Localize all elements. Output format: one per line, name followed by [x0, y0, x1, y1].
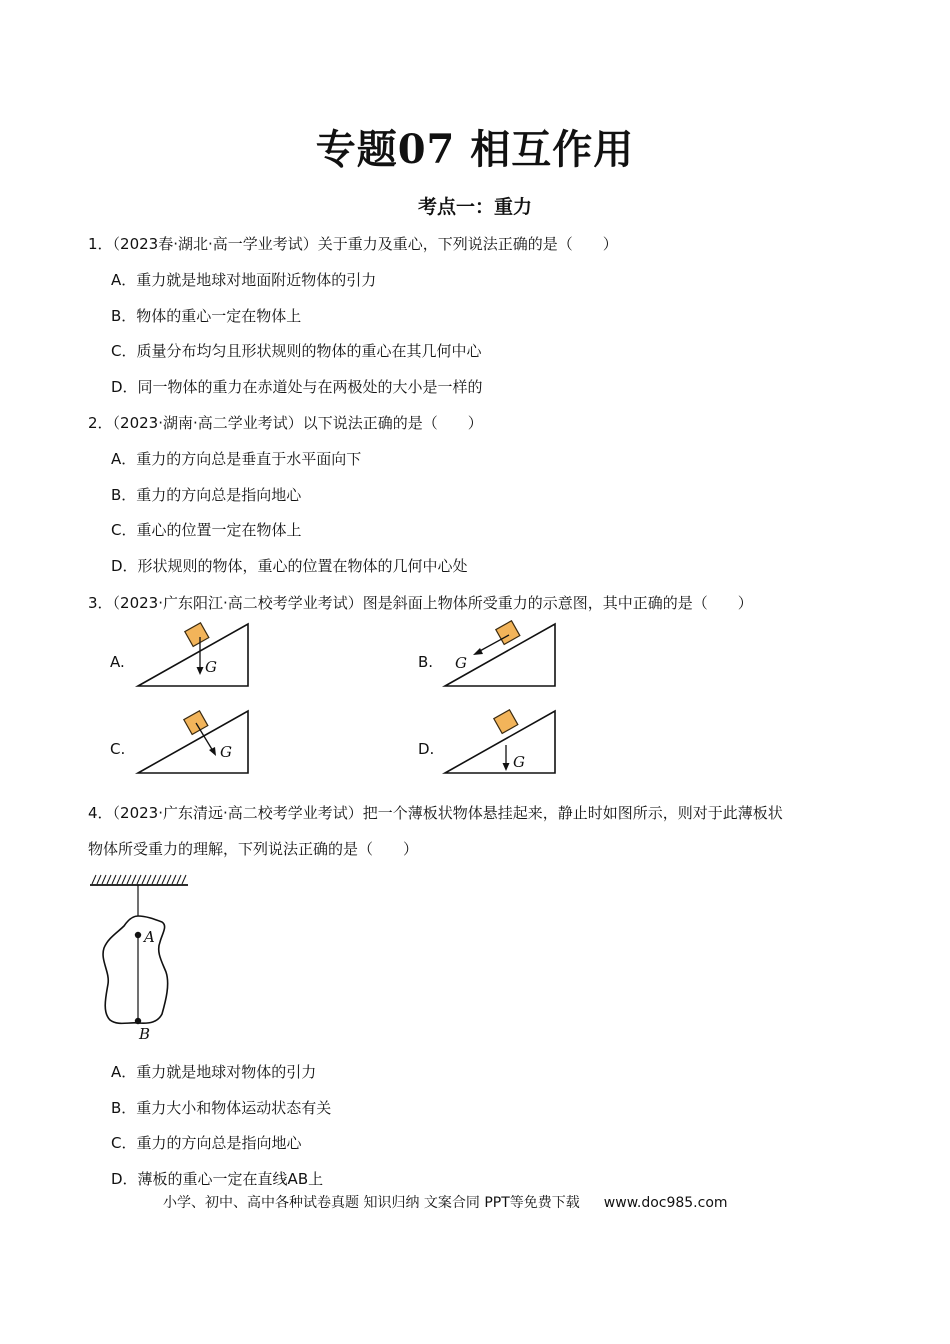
question-4-option-b: B．重力大小和物体运动状态有关 — [111, 1099, 332, 1117]
block — [184, 711, 208, 735]
section-heading: 考点一：重力 — [417, 196, 532, 218]
page-footer — [163, 1192, 728, 1212]
incline-diagram-c — [130, 707, 260, 779]
question-4-stem-line-1: 4．（2023·广东清远·高二校考学业考试）把一个薄板状物体悬挂起来，静止时如图所示，则对于此薄板状 — [88, 804, 783, 822]
force-label: G — [205, 658, 217, 676]
page-title: 专题07 相互作用 — [315, 126, 635, 173]
force-label: G — [513, 753, 525, 771]
question-number: 4． — [88, 804, 113, 822]
point-b — [135, 1018, 141, 1024]
block — [185, 623, 209, 647]
question-1-option-d: D．同一物体的重力在赤道处与在两极处的大小是一样的 — [111, 378, 483, 396]
question-3-option-c: C. — [110, 740, 126, 758]
question-2-option-d: D．形状规则的物体，重心的位置在物体的几何中心处 — [111, 557, 468, 575]
question-1-option-b: B．物体的重心一定在物体上 — [111, 307, 302, 325]
question-2-stem: 2．（2023·湖南·高二学业考试）以下说法正确的是（ ） — [88, 414, 483, 432]
incline-diagram-a — [130, 620, 260, 692]
question-1-stem: 1．（2023春·湖北·高一学业考试）关于重力及重心，下列说法正确的是（ ） — [88, 235, 618, 253]
incline-diagram-b — [437, 620, 567, 692]
question-4-option-a: A．重力就是地球对物体的引力 — [111, 1063, 317, 1081]
footer-text: 小学、初中、高中各种试卷真题 知识归纳 文案合同 PPT等免费下载 — [163, 1195, 580, 1211]
question-1-option-c: C．质量分布均匀且形状规则的物体的重心在其几何中心 — [111, 342, 482, 360]
question-3-option-b: B. — [418, 653, 434, 671]
thin-plate — [103, 916, 168, 1023]
question-1-option-a: A．重力就是地球对地面附近物体的引力 — [111, 271, 377, 289]
footer-site-link[interactable]: www.doc985.com — [603, 1195, 728, 1211]
question-3-option-d: D. — [418, 740, 435, 758]
question-4-option-d: D．薄板的重心一定在直线AB上 — [111, 1170, 324, 1188]
question-4-stem-line-2: 物体所受重力的理解，下列说法正确的是（ ） — [88, 840, 419, 858]
point-a — [135, 932, 141, 938]
question-2-option-a: A．重力的方向总是垂直于水平面向下 — [111, 450, 362, 468]
question-3-option-a: A. — [110, 653, 125, 671]
force-label: G — [220, 743, 232, 761]
question-2-option-c: C．重心的位置一定在物体上 — [111, 521, 302, 539]
question-4-option-c: C．重力的方向总是指向地心 — [111, 1134, 302, 1152]
point-b-label: B — [139, 1025, 151, 1043]
point-a-label: A — [144, 928, 155, 946]
question-2-option-b: B．重力的方向总是指向地心 — [111, 486, 302, 504]
force-label: G — [455, 654, 467, 672]
block — [494, 710, 518, 734]
question-number: 2． — [88, 414, 113, 432]
incline-diagram-d — [437, 707, 567, 779]
ceiling-hatch — [92, 875, 186, 884]
hanging-plate-diagram — [88, 872, 198, 1048]
question-3-stem: 3．（2023·广东阳江·高二校考学业考试）图是斜面上物体所受重力的示意图，其中正确的是（ ） — [88, 594, 753, 612]
question-number: 3． — [88, 594, 113, 612]
question-number: 1． — [88, 235, 113, 253]
